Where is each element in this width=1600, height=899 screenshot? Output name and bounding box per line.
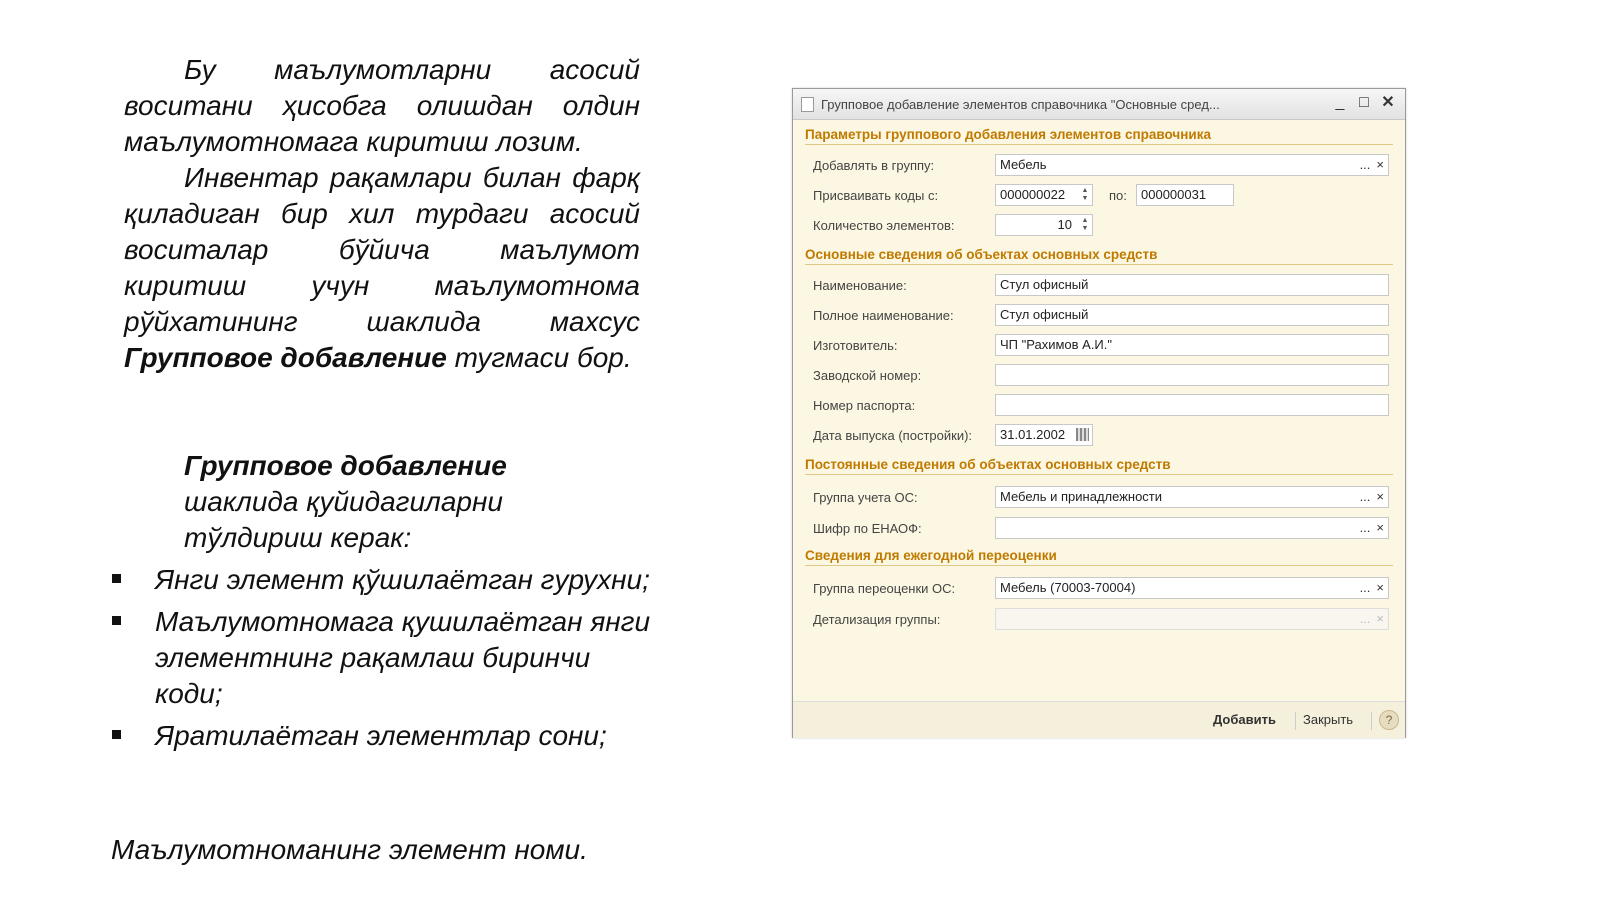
- code-from-value: 000000022: [1000, 187, 1066, 202]
- last-line: Маълумотноманинг элемент номи.: [111, 834, 588, 865]
- minimize-button[interactable]: _: [1335, 94, 1345, 111]
- code-from-spinner[interactable]: ▲ ▼: [1081, 187, 1089, 202]
- code-to-input[interactable]: [1136, 184, 1234, 206]
- detail-label: Детализация группы:: [813, 612, 941, 627]
- document-icon: [801, 97, 814, 112]
- slide-text-block: [124, 52, 640, 376]
- name-value: Стул офисный: [1000, 277, 1089, 292]
- enaof-clear-icon[interactable]: ×: [1376, 520, 1384, 535]
- section-params: Параметры группового добавления элементов справочника: [805, 127, 1393, 145]
- sub-intro-text: шаклида қуйидагиларни тўлдириш керак:: [184, 486, 503, 553]
- enaof-label: Шифр по ЕНАОФ:: [813, 521, 922, 536]
- passport-input[interactable]: [995, 394, 1389, 416]
- reval-group-select-button[interactable]: ...: [1359, 580, 1371, 595]
- maker-value: ЧП "Рахимов А.И.": [1000, 337, 1113, 352]
- paragraph-2-tail: тугмаси бор.: [446, 342, 632, 373]
- code-to-label: по:: [1109, 188, 1127, 203]
- group-add-dialog: [792, 88, 1406, 738]
- calendar-icon[interactable]: [1076, 428, 1089, 441]
- close-window-button[interactable]: ✕: [1381, 94, 1395, 111]
- codes-label: Присваивать коды с:: [813, 188, 939, 203]
- os-group-select-button[interactable]: ...: [1359, 489, 1371, 504]
- paragraph-2: [124, 160, 640, 376]
- close-button[interactable]: Закрыть: [1303, 712, 1354, 727]
- reval-group-input[interactable]: [995, 577, 1389, 599]
- group-label: Добавлять в группу:: [813, 158, 935, 173]
- section-const-info: Постоянные сведения об объектах основных средств: [805, 457, 1393, 475]
- count-spinner[interactable]: ▲ ▼: [1081, 217, 1089, 232]
- group-value: Мебель: [1000, 157, 1047, 172]
- os-group-input[interactable]: [995, 486, 1389, 508]
- footer-divider: [1371, 712, 1372, 730]
- maker-label: Изготовитель:: [813, 338, 898, 353]
- reval-group-label: Группа переоценки ОС:: [813, 581, 956, 596]
- paragraph-2-bold: Групповое добавление: [124, 342, 447, 373]
- serial-label: Заводской номер:: [813, 368, 922, 383]
- name-input[interactable]: [995, 274, 1389, 296]
- dialog-footer: [793, 701, 1405, 738]
- footer-divider: [1295, 712, 1296, 730]
- os-group-value: Мебель и принадлежности: [1000, 489, 1163, 504]
- code-from-input[interactable]: [995, 184, 1093, 206]
- group-input[interactable]: [995, 154, 1389, 176]
- dialog-titlebar[interactable]: [793, 89, 1405, 120]
- bullet-item: Янги элемент қўшилаётган гурухни;: [112, 562, 652, 598]
- count-value: 10: [1057, 217, 1072, 232]
- paragraph-1: Бу маълумотларни асосий воситани ҳисобга олишдан олдин маълумотномага киритиш лозим.: [124, 54, 640, 157]
- os-group-clear-icon[interactable]: ×: [1376, 489, 1384, 504]
- date-label: Дата выпуска (постройки):: [813, 428, 973, 443]
- dialog-title: Групповое добавление элементов справочника "Основные сред...: [821, 97, 1220, 112]
- count-label: Количество элементов:: [813, 218, 955, 233]
- sub-intro-bold: Групповое добавление: [184, 450, 507, 481]
- fullname-label: Полное наименование:: [813, 308, 954, 323]
- paragraph-2-text: Инвентар рақамлари билан фарқ қиладиган бир хил турдаги асосий воситалар бўйича маълумот киритиш учун маълумотнома рўйхатининг шаклида махсус: [124, 162, 640, 337]
- maximize-button[interactable]: □: [1359, 94, 1369, 111]
- fullname-input[interactable]: [995, 304, 1389, 326]
- add-button[interactable]: Добавить: [1213, 712, 1276, 727]
- code-to-value: 000000031: [1141, 187, 1207, 202]
- fullname-value: Стул офисный: [1000, 307, 1089, 322]
- count-input[interactable]: [995, 214, 1093, 236]
- enaof-select-button[interactable]: ...: [1359, 520, 1371, 535]
- maker-input[interactable]: [995, 334, 1389, 356]
- help-icon[interactable]: ?: [1379, 710, 1399, 730]
- sub-intro: [184, 448, 624, 556]
- serial-input[interactable]: [995, 364, 1389, 386]
- section-revaluation: Сведения для ежегодной переоценки: [805, 548, 1393, 566]
- enaof-input[interactable]: [995, 517, 1389, 539]
- date-input[interactable]: [995, 424, 1093, 446]
- passport-label: Номер паспорта:: [813, 398, 916, 413]
- section-main-info: Основные сведения об объектах основных средств: [805, 247, 1393, 265]
- name-label: Наименование:: [813, 278, 907, 293]
- group-clear-icon[interactable]: ×: [1376, 157, 1384, 172]
- os-group-label: Группа учета ОС:: [813, 490, 918, 505]
- detail-clear-icon: ×: [1376, 611, 1384, 626]
- date-value: 31.01.2002: [1000, 427, 1066, 442]
- bullet-list: [112, 562, 652, 760]
- detail-input: [995, 608, 1389, 630]
- bullet-item: Яратилаётган элементлар сони;: [112, 718, 652, 754]
- reval-group-clear-icon[interactable]: ×: [1376, 580, 1384, 595]
- detail-select-button: ...: [1359, 611, 1371, 626]
- bullet-item: Маълумотномага қушилаётган янги элементнинг рақамлаш биринчи коди;: [112, 604, 652, 712]
- reval-group-value: Мебель (70003-70004): [1000, 580, 1136, 595]
- group-select-button[interactable]: ...: [1359, 157, 1371, 172]
